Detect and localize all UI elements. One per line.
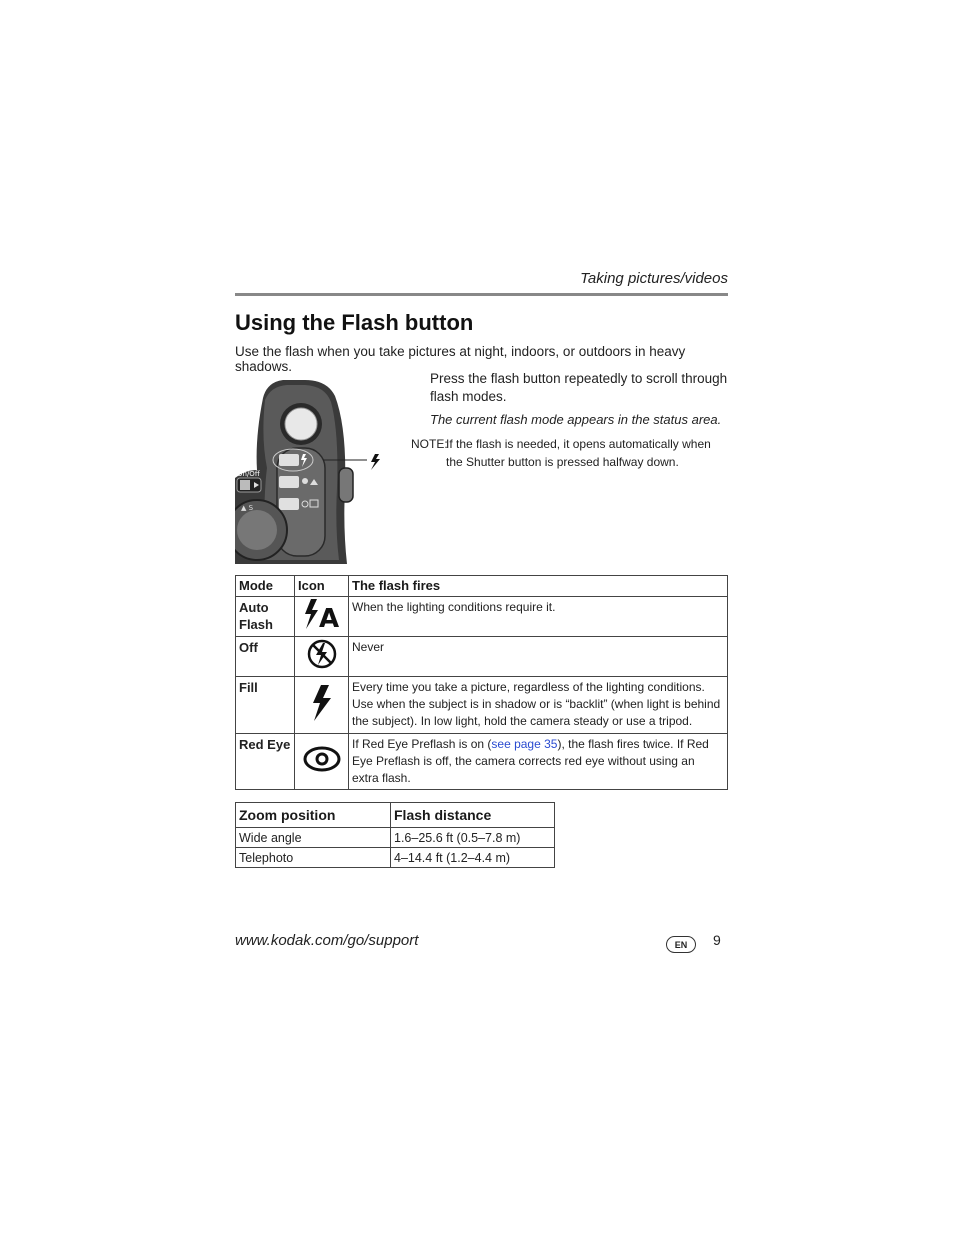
onoff-label: On/Off [237,470,260,478]
svg-text:▲ S: ▲ S [241,504,254,512]
footer-url[interactable]: www.kodak.com/go/support [235,932,419,949]
table-header-row [236,576,728,597]
icon-cell [295,637,349,677]
note [411,435,711,471]
desc-red-eye-before: If Red Eye Preflash is on ( [352,737,492,751]
desc-auto-flash: When the lighting conditions require it. [349,597,728,637]
mode-fill: Fill [236,677,295,734]
mode-red-eye: Red Eye [236,734,295,790]
intro-text: Use the flash when you take pictures at night, indoors, or outdoors in heavy shadows. [235,344,686,374]
note-label: NOTE: [411,437,448,451]
header-flash-distance: Flash distance [391,803,555,828]
language-badge: EN [666,936,696,953]
table-row [236,677,728,734]
table-row [236,637,728,677]
header-zoom-position: Zoom position [236,803,391,828]
flash-modes-table [235,575,728,790]
fill-flash-icon [307,683,337,723]
red-eye-icon [302,744,342,774]
flash-off-icon [305,637,339,671]
zoom-wide-angle: Wide angle [236,828,391,848]
desc-red-eye-after: ), the flash fires twice. If Red Eye Preflash is off, the camera corrects red eye without using an extra flash. [352,737,709,785]
header-icon: Icon [295,576,349,597]
table-row [236,597,728,637]
flash-distance-table [235,802,555,868]
see-page-35-link[interactable]: see page 35 [491,737,558,751]
distance-telephoto: 4–14.4 ft (1.2–4.4 m) [391,848,555,868]
header-rule [235,293,728,296]
page-number: 9 [713,932,721,948]
mode-off: Off [236,637,295,677]
icon-cell [295,597,349,637]
desc-red-eye [349,734,728,790]
instructions-text: Press the flash button repeatedly to scroll through flash modes. [430,371,728,404]
table-row [236,848,555,868]
table-header-row [236,803,555,828]
table-row [236,828,555,848]
current-mode-text: The current flash mode appears in the status area. [430,412,722,427]
table-row [236,734,728,790]
mode-auto-flash: Auto Flash [236,597,295,637]
header-mode: Mode [236,576,295,597]
auto-flash-icon [302,597,342,631]
svg-text:A: A [318,604,339,631]
camera-illustration [235,378,385,564]
note-text: If the flash is needed, it opens automatically when the Shutter button is pressed halfway down. [446,437,711,469]
header-section-title: Taking pictures/videos [580,270,728,287]
distance-wide-angle: 1.6–25.6 ft (0.5–7.8 m) [391,828,555,848]
page-title: Using the Flash button [235,310,474,335]
icon-cell [295,677,349,734]
desc-fill: Every time you take a picture, regardless of the lighting conditions. Use when the subject is in shadow or is “backlit” (when light is behind the subject). In low light, hold the camera steady or use a tripod. [349,677,728,734]
zoom-telephoto: Telephoto [236,848,391,868]
callout-flash-icon [371,454,380,470]
desc-off: Never [349,637,728,677]
icon-cell [295,734,349,790]
header-flash-fires: The flash fires [349,576,728,597]
